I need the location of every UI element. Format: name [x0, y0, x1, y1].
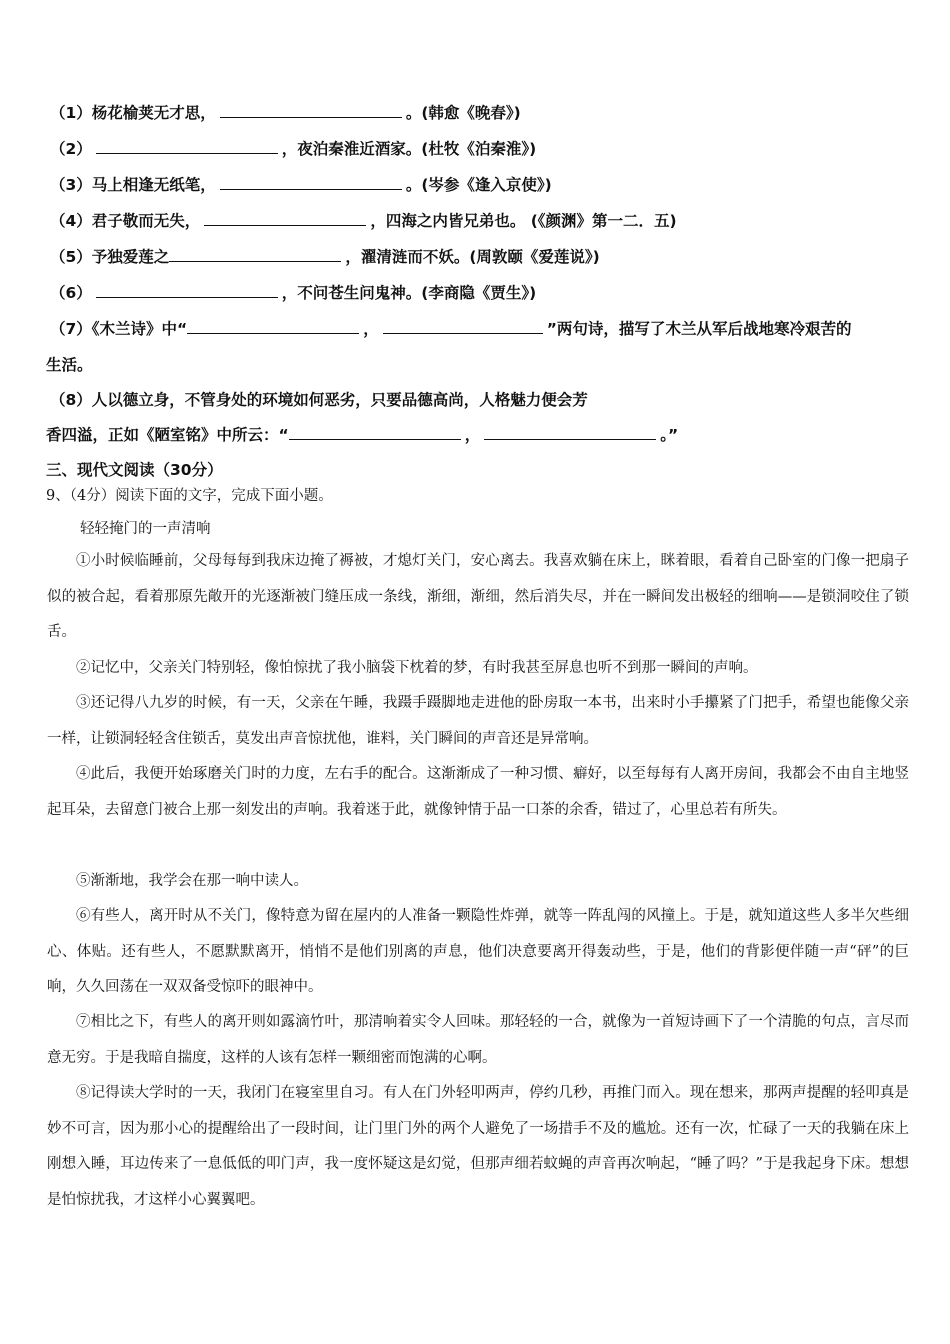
- article-paragraph-7: ⑦相比之下，有些人的离开则如露滴竹叶，那清响着实令人回味。那轻轻的一合，就像为一首短诗画下了一个清脆的句点，言尽而意无穷。于是我暗自揣度，这样的人该有怎样一颗细密而饱满的心啊。: [47, 1014, 909, 1066]
- article-paragraph-1: ①小时候临睡前，父母每每到我床边掩了褥被，才熄灯关门，安心离去。我喜欢躺在床上，眯着眼，看着自己卧室的门像一把扇子似的被合起，看着那原先敞开的光逐渐被门缝压成一条线，渐细，渐细，然后消失尽，并在一瞬间发出极轻的细响——是锁洞咬住了锁舌。: [47, 553, 909, 640]
- question-text: 杨花榆荚无才思，: [91, 104, 216, 122]
- question-6: [50, 283, 536, 303]
- question-text: 香四溢，正如《陋室铭》中所云：“: [46, 426, 289, 444]
- answer-blank[interactable]: [204, 211, 366, 226]
- question-text: ”两句诗，描写了木兰从军后战地寒冷艰苦的: [546, 320, 852, 338]
- separator: ，: [464, 426, 481, 444]
- question-text: 马上相逢无纸笔，: [91, 176, 216, 194]
- question-text: 君子敬而无失，: [91, 212, 201, 230]
- question-source: ，不问苍生问鬼神。(李商隐《贾生》): [281, 284, 537, 302]
- question-7-continued: [46, 355, 93, 375]
- article-paragraph-3: ③还记得八九岁的时候，有一天，父亲在午睡，我蹑手蹑脚地走进他的卧房取一本书，出来时小手攥紧了门把手，希望也能像父亲一样，让锁洞轻轻含住锁舌，莫发出声音惊扰他，谁料，关门瞬间的声音还是异常响。: [47, 695, 909, 747]
- question-number: （5）: [50, 248, 92, 266]
- answer-blank[interactable]: [289, 425, 461, 440]
- question-5: [50, 247, 600, 267]
- answer-blank[interactable]: [220, 103, 402, 118]
- question-text: 。”: [660, 426, 679, 444]
- question-number: （1）: [50, 104, 92, 122]
- answer-blank[interactable]: [484, 425, 656, 440]
- question-9-label: 9、（4分）阅读下面的文字，完成下面小题。: [46, 488, 333, 504]
- question-1: [50, 103, 521, 123]
- article-paragraph-2: ②记忆中，父亲关门特别轻，像怕惊扰了我小脑袋下枕着的梦，有时我甚至屏息也听不到那一瞬间的声响。: [76, 660, 758, 676]
- answer-blank[interactable]: [383, 319, 543, 334]
- answer-blank[interactable]: [96, 139, 278, 154]
- article-paragraph-6: ⑥有些人，离开时从不关门，像特意为留在屋内的人准备一颗隐性炸弹，就等一阵乱闯的风撞上。于是，就知道这些人多半欠些细心、体贴。还有些人，不愿默默离开，悄悄不是他们别离的声息，他们决意要离开得轰动些，于是，他们的背影便伴随一声“砰”的巨响，久久回荡在一双双备受惊吓的眼神中。: [47, 908, 909, 995]
- question-source: ，四海之内皆兄弟也。 (《颜渊》第一二．五): [370, 212, 677, 230]
- article-paragraph-4: ④此后，我便开始琢磨关门时的力度，左右手的配合。这渐渐成了一种习惯、癖好，以至每每有人离开房间，我都会不由自主地竖起耳朵，去留意门被合上那一刻发出的声响。我着迷于此，就像钟情于品一口茶的余香，错过了，心里总若有所失。: [47, 766, 909, 818]
- question-8: [50, 390, 588, 410]
- question-number: （4）: [50, 212, 92, 230]
- question-number: （8）: [50, 391, 92, 409]
- question-source: ，夜泊秦淮近酒家。(杜牧《泊秦淮》): [281, 140, 537, 158]
- question-source: 。(岑参《逢入京使》): [405, 176, 552, 194]
- answer-blank[interactable]: [169, 247, 341, 262]
- question-text: 予独爱莲之: [91, 248, 170, 266]
- question-number: （2）: [50, 140, 92, 158]
- question-number: （3）: [50, 176, 92, 194]
- question-4: [50, 211, 677, 231]
- question-7: [50, 319, 851, 339]
- separator: ，: [363, 320, 379, 338]
- question-source: ，濯清涟而不妖。(周敦颐《爱莲说》): [345, 248, 600, 266]
- question-text: 生活。: [46, 356, 93, 374]
- question-number: （7）: [50, 320, 92, 338]
- answer-blank[interactable]: [220, 175, 402, 190]
- article-paragraph-8: ⑧记得读大学时的一天，我闭门在寝室里自习。有人在门外轻叩两声，停约几秒，再推门而入。现在想来，那两声提醒的轻叩真是妙不可言，因为那小心的提醒给出了一段时间，让门里门外的两个人避免了一场措手不及的尴尬。还有一次，忙碌了一天的我躺在床上刚想入睡，耳边传来了一息低低的叩门声，我一度怀疑这是幻觉，但那声细若蚊蝇的声音再次响起，“睡了吗？”于是我起身下床。想想是怕惊扰我，才这样小心翼翼吧。: [47, 1085, 909, 1208]
- answer-blank[interactable]: [96, 283, 278, 298]
- question-3: [50, 175, 552, 195]
- question-text: 人以德立身，不管身处的环境如何恶劣，只要品德高尚，人格魅力便会芳: [91, 391, 588, 409]
- answer-blank[interactable]: [187, 319, 359, 334]
- question-text: 《木兰诗》中“: [91, 320, 188, 338]
- question-2: [50, 139, 536, 159]
- article-paragraph-5: ⑤渐渐地，我学会在那一响中读人。: [76, 873, 308, 889]
- question-number: （6）: [50, 284, 92, 302]
- article-title: 轻轻掩门的一声清响: [80, 521, 211, 537]
- section-heading: 三、现代文阅读（30分）: [46, 461, 223, 479]
- question-8-continued: [46, 425, 678, 445]
- question-source: 。(韩愈《晚春》): [405, 104, 521, 122]
